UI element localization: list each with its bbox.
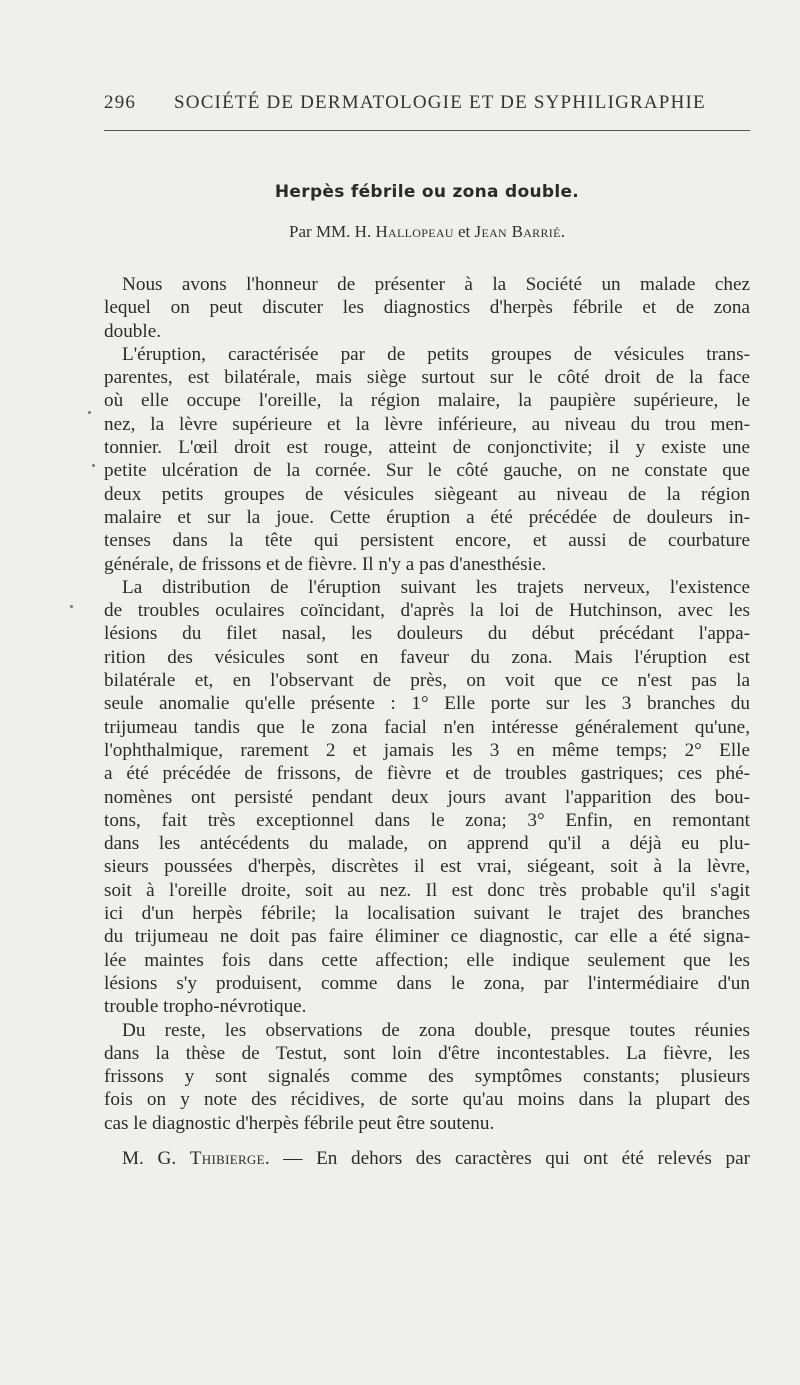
- byline-prefix: Par MM. H.: [289, 222, 376, 241]
- text-line: lésions du filet nasal, les douleurs du début précédant l'appa-: [104, 623, 750, 645]
- text-line: nez, la lèvre supérieure et la lèvre inférieure, au niveau du trou men-: [104, 413, 750, 435]
- article-byline: [104, 222, 750, 242]
- text-line: a été précédée de frissons, de fièvre et de troubles gastriques; ces phé-: [104, 763, 750, 785]
- running-title: SOCIÉTÉ DE DERMATOLOGIE ET DE SYPHILIGRAPHIE: [174, 92, 706, 113]
- text-line: petite ulcération de la cornée. Sur le côté gauche, on ne constate que: [104, 460, 750, 482]
- text-line: cas le diagnostic d'herpès fébrile peut être soutenu.: [104, 1112, 495, 1134]
- text-line: deux petits groupes de vésicules siègeant au niveau de la région: [104, 483, 750, 505]
- text-line: La distribution de l'éruption suivant les trajets nerveux, l'existence: [122, 576, 750, 598]
- text-line: bilatérale et, en l'observant de près, on voit que ce n'est pas la: [104, 670, 750, 692]
- text-line: dans les antécédents du malade, on apprend qu'il a déjà eu plu-: [104, 833, 750, 855]
- article-title: Herpès fébrile ou zona double.: [274, 182, 580, 202]
- text-line: parentes, est bilatérale, mais siège surtout sur le côté droit de la face: [104, 367, 750, 389]
- text-line: sieurs poussées d'herpès, discrètes il est vrai, siégeant, soit à la lèvre,: [104, 856, 750, 878]
- text-line: malaire et sur la joue. Cette éruption a été précédée de douleurs in-: [104, 506, 750, 528]
- text-line: dans la thèse de Testut, sont loin d'être incontestables. La fièvre, les: [104, 1042, 750, 1064]
- byline-suffix: .: [560, 222, 565, 241]
- text-line: ici d'un herpès fébrile; la localisation suivant le trajet des branches: [104, 903, 750, 925]
- text-line: générale, de frissons et de fièvre. Il n'y a pas d'anesthésie.: [104, 553, 547, 575]
- byline-connector: et: [453, 222, 475, 241]
- text-line: soit à l'oreille droite, soit au nez. Il est donc très probable qu'il s'agit: [104, 879, 750, 901]
- scan-speck: [70, 605, 73, 608]
- text-line: où elle occupe l'oreille, la région malaire, la paupière supérieure, le: [104, 390, 750, 412]
- author-hallopeau: Hallopeau: [375, 222, 454, 241]
- text-line: nomènes ont persisté pendant deux jours avant l'apparition des bou-: [104, 786, 750, 808]
- text-line: tenses dans la tête qui persistent encore, et aussi de courbature: [104, 530, 750, 552]
- discussion-text: . — En dehors des caractères qui ont été relevés par: [264, 1147, 751, 1169]
- text-line: frissons y sont signalés comme des symptômes constants; plusieurs: [104, 1066, 750, 1088]
- text-line: trouble tropho-névrotique.: [104, 996, 307, 1018]
- page-header: [104, 92, 750, 122]
- article-body: [104, 273, 750, 1170]
- text-line: de troubles oculaires coïncidant, d'après la loi de Hutchinson, avec les: [104, 600, 750, 622]
- text-line: double.: [104, 320, 162, 342]
- text-line: fois on y note des récidives, de sorte qu'au moins dans la plupart des: [104, 1089, 750, 1111]
- author-barrie: Jean Barrié: [474, 222, 561, 241]
- page-number: 296: [104, 92, 137, 113]
- text-line: tonnier. L'œil droit est rouge, atteint de conjonctivite; il y existe une: [104, 437, 750, 459]
- text-line: l'ophthalmique, rarement 2 et jamais les 3 en même temps; 2° Elle: [104, 739, 750, 761]
- speaker-prefix: M. G.: [122, 1147, 190, 1169]
- scan-speck: [92, 464, 95, 467]
- text-line: trijumeau tandis que le zona facial n'en intéresse généralement qu'une,: [104, 716, 750, 738]
- text-line: lequel on peut discuter les diagnostics d'herpès fébrile et de zona: [104, 297, 750, 319]
- text-line: Nous avons l'honneur de présenter à la Société un malade chez: [122, 274, 750, 295]
- text-line: Du reste, les observations de zona double, presque toutes réunies: [122, 1019, 750, 1041]
- text-line: rition des vésicules sont en faveur du zona. Mais l'éruption est: [104, 646, 750, 668]
- text-line: lésions s'y produisent, comme dans le zona, par l'intermédiaire d'un: [104, 972, 750, 994]
- header-rule: [104, 130, 750, 131]
- text-line: seule anomalie qu'elle présente : 1° Elle porte sur les 3 branches du: [104, 693, 750, 715]
- text-line: L'éruption, caractérisée par de petits groupes de vésicules trans-: [122, 343, 750, 365]
- discussion-line: [104, 1147, 750, 1170]
- text-line: du trijumeau ne doit pas faire éliminer ce diagnostic, car elle a été signa-: [104, 926, 750, 948]
- scan-speck: [88, 411, 91, 414]
- text-line: lée maintes fois dans cette affection; elle indique seulement que les: [104, 949, 750, 971]
- speaker-name: Thibierge: [189, 1147, 265, 1169]
- text-line: tons, fait très exceptionnel dans le zona; 3° Enfin, en remontant: [104, 809, 750, 831]
